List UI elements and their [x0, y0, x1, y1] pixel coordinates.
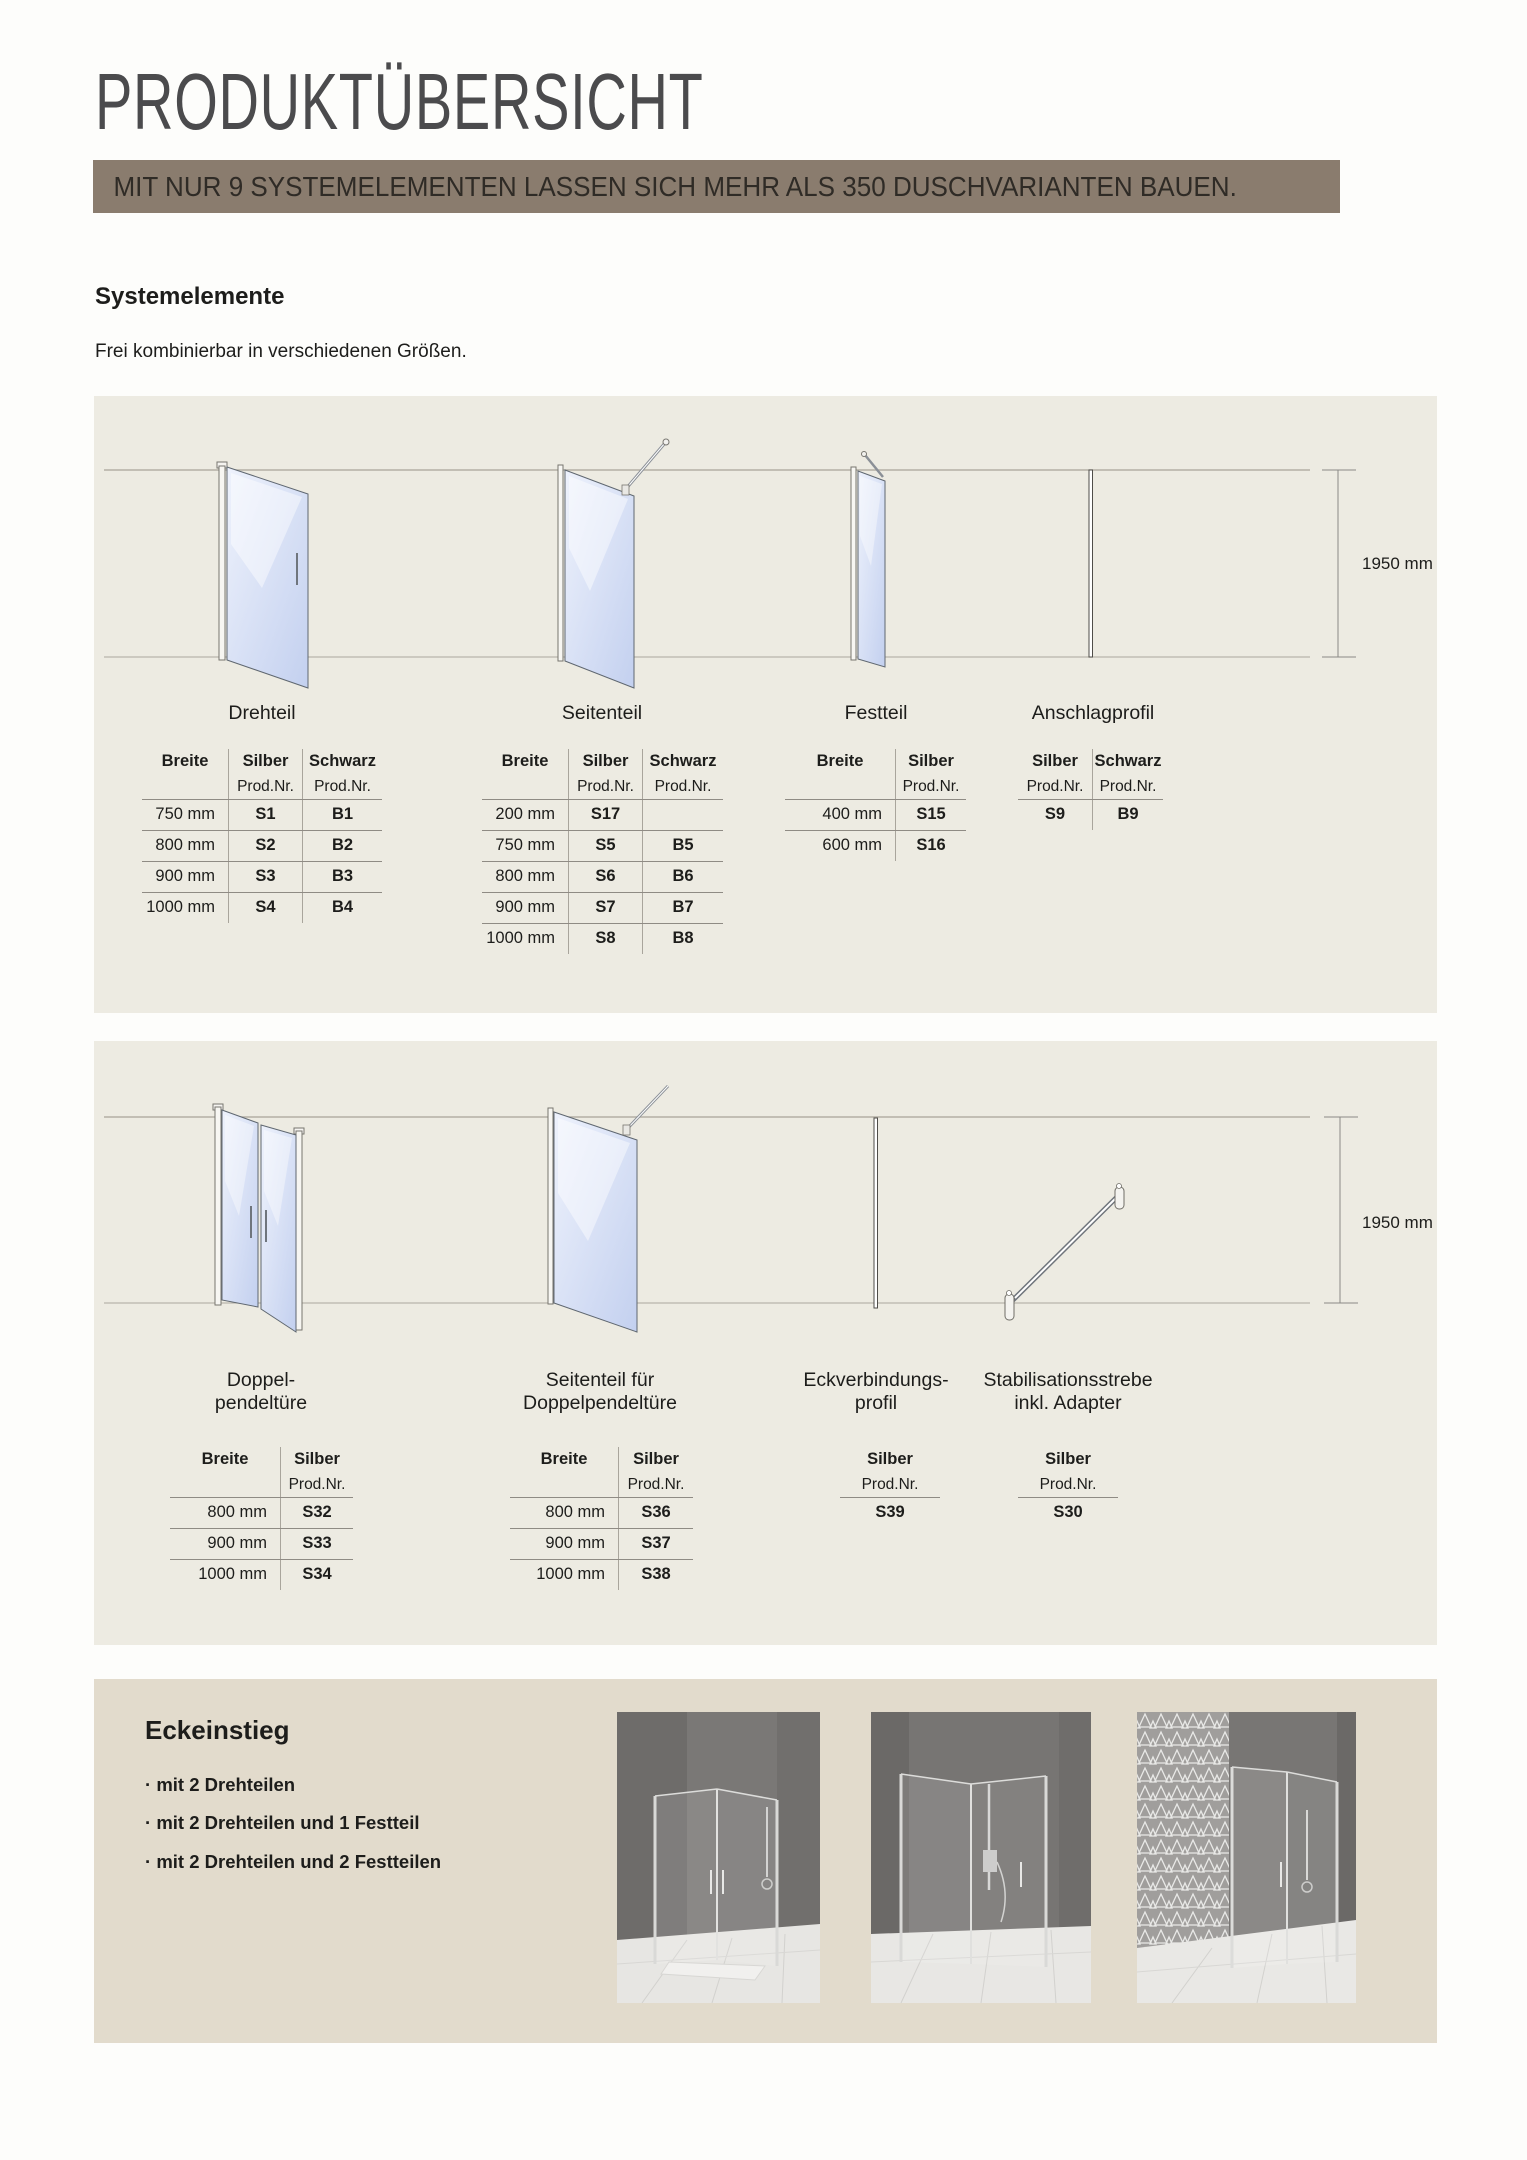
- doppelpendeltuere-table: [170, 1443, 353, 1590]
- stabilisationsstrebe-table: [1018, 1443, 1118, 1528]
- table-row: S39: [875, 1503, 905, 1521]
- table-row: 900 mm S7 B7: [482, 893, 723, 924]
- table-header: Silber Prod.Nr. Schwarz Prod.Nr.: [1018, 745, 1163, 800]
- stabilisationsstrebe-label: Stabilisationsstrebe inkl. Adapter: [983, 1369, 1153, 1414]
- table-header: Silber Prod.Nr.: [1018, 1443, 1118, 1498]
- drehteil-diagram: [217, 462, 308, 688]
- eckverbindungsprofil-table: [840, 1443, 940, 1528]
- table-row: 600 mm S16: [785, 831, 966, 861]
- table-row: 900 mm S3 B3: [142, 862, 382, 893]
- table-row: 800 mm S32: [170, 1498, 353, 1529]
- drehteil-label: Drehteil: [228, 702, 296, 724]
- banner: [93, 160, 1340, 213]
- table-row: 800 mm S6 B6: [482, 862, 723, 893]
- table-header: Breite Silber Prod.Nr.: [785, 745, 966, 800]
- height-dimension-label-1: 1950 mm: [1362, 554, 1433, 573]
- table-row: 800 mm S2 B2: [142, 831, 382, 862]
- festteil-table: [785, 745, 966, 861]
- seitenteil-table: [482, 745, 723, 954]
- banner-text: MIT NUR 9 SYSTEMELEMENTEN LASSEN SICH MEHR ALS 350 DUSCHVARIANTEN BAUEN.: [113, 171, 1237, 202]
- doppelpendeltuere-diagram: [213, 1104, 304, 1332]
- table-row: 1000 mm S8 B8: [482, 924, 723, 954]
- shower-photo-3: [1137, 1712, 1356, 2003]
- table-row: S30: [1053, 1503, 1083, 1521]
- section-subheading: Frei kombinierbar in verschiedenen Größen.: [95, 341, 467, 362]
- bullet-item: · mit 2 Drehteilen und 2 Festteilen: [145, 1851, 441, 1873]
- table-row: 1000 mm S34: [170, 1560, 353, 1590]
- anschlagprofil-table: [1018, 745, 1163, 830]
- anschlagprofil-label: Anschlagprofil: [1031, 702, 1155, 724]
- table-row: 750 mm S5 B5: [482, 831, 723, 862]
- systemelemente-panel-1: [94, 396, 1437, 1013]
- systemelemente-panel-2: [94, 1041, 1437, 1645]
- table-row: S9 B9: [1018, 800, 1163, 830]
- table-row: 1000 mm S38: [510, 1560, 693, 1590]
- festteil-label: Festteil: [844, 702, 908, 724]
- table-header: Breite Silber Prod.Nr.: [170, 1443, 353, 1498]
- drehteil-table: [142, 745, 382, 923]
- anschlagprofil-diagram: [1089, 470, 1093, 657]
- eckverbindungsprofil-label: Eckverbindungs- profil: [803, 1369, 949, 1414]
- festteil-diagram: [851, 452, 885, 668]
- table-row: 750 mm S1 B1: [142, 800, 382, 831]
- table-header: Breite Silber Prod.Nr. Schwarz Prod.Nr.: [482, 745, 723, 800]
- bullet-item: · mit 2 Drehteilen: [145, 1774, 295, 1796]
- page-title: PRODUKTÜBERSICHT: [95, 57, 704, 146]
- shower-photo-2: [871, 1712, 1091, 2003]
- eckeinstieg-heading: Eckeinstieg: [145, 1715, 290, 1745]
- dimension-line: [1322, 470, 1356, 657]
- table-row: 900 mm S37: [510, 1529, 693, 1560]
- doppelpendeltuere-label: Doppel- pendeltüre: [214, 1369, 308, 1414]
- seitenteil-label: Seitenteil: [561, 702, 643, 724]
- table-header: Breite Silber Prod.Nr. Schwarz Prod.Nr.: [142, 745, 382, 800]
- table-row: 200 mm S17: [482, 800, 723, 831]
- seitenteil-diagram: [558, 439, 669, 688]
- height-dimension-label-2: 1950 mm: [1362, 1213, 1433, 1232]
- stabilisationsstrebe-diagram: [1005, 1184, 1124, 1321]
- table-row: 900 mm S33: [170, 1529, 353, 1560]
- table-header: Silber Prod.Nr.: [840, 1443, 940, 1498]
- section-heading: Systemelemente: [95, 283, 285, 310]
- seitenteil-dpt-table: [510, 1443, 693, 1590]
- shower-photo-1: [617, 1712, 820, 2003]
- table-row: 400 mm S15: [785, 800, 966, 831]
- table-header: Breite Silber Prod.Nr.: [510, 1443, 693, 1498]
- table-row: 1000 mm S4 B4: [142, 893, 382, 923]
- seitenteil-dpt-label: Seitenteil für Doppelpendeltüre: [523, 1369, 677, 1414]
- table-row: 800 mm S36: [510, 1498, 693, 1529]
- dimension-line: [1324, 1117, 1358, 1303]
- eckeinstieg-panel: [94, 1679, 1437, 2043]
- bullet-item: · mit 2 Drehteilen und 1 Festteil: [145, 1812, 419, 1834]
- eckverbindungsprofil-diagram: [874, 1118, 878, 1308]
- seitenteil-dpt-diagram: [548, 1086, 668, 1332]
